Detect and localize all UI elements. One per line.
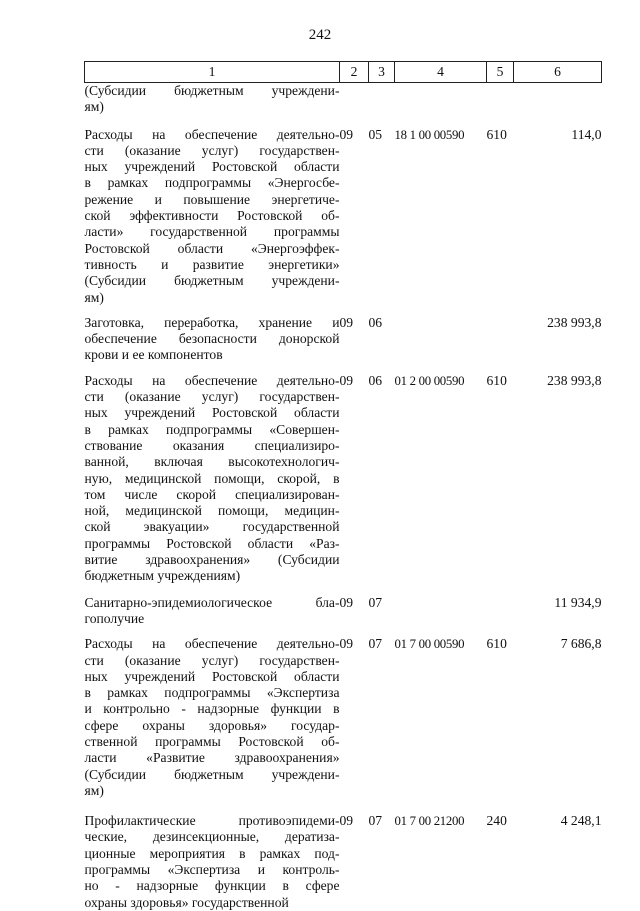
table-row [85,595,602,628]
page-number: 242 [308,27,332,43]
row-name-cell: Расходы на обеспечение деятельно- сти (оказание услуг) государствен- ных учреждений Ростовской области в рамках подпрограммы «Совершен- ствование оказания специализиро- ванной, включая высокотехнологич- ную, медицинской помощи, скорой, в том числе скорой специализирован- ной, медицинской помощи, медицин- ской эвакуации» государственной программы Ростовской области «Раз- витие здравоохранения» (Субсидии бюджетным учреждениям) [84,372,340,584]
row-expense-type-cell [487,595,514,628]
row-amount-cell: 114,0 [571,126,602,142]
row-target-article-cell [395,595,487,628]
row-subsection-cell: 06 [368,314,383,330]
table-row [85,127,602,306]
row-name-cell: Заготовка, переработка, хранение и обеспечение безопасности донорской крови и ее компонентов [84,314,340,363]
row-target-article-cell: 01 7 00 21200 [394,814,465,829]
row-name-cell: (Субсидии бюджетным учреждени- ям) [84,83,340,115]
table-row [85,83,602,116]
row-subsection-cell [369,83,395,116]
row-name-cell: Профилактические противоэпидеми- ческие, дезинсекционные, дератиза- ционные мероприятия в рамках под- программы «Экспертиза и контроль- но - надзорные функции в сфере охраны здоровья» государственной [84,813,340,910]
row-expense-type-cell: 610 [486,372,507,388]
row-amount-cell: 11 934,9 [554,594,602,610]
column-header-5: 5 [487,62,514,83]
row-expense-type-cell [487,315,514,364]
row-target-article-cell [395,83,487,116]
row-amount-cell: 238 993,8 [547,314,602,330]
row-subsection-cell: 07 [368,813,383,829]
table-row [85,373,602,585]
row-amount-cell [514,83,602,116]
row-section-cell [340,83,369,116]
row-section-cell: 09 [339,314,354,330]
column-header-2: 2 [340,62,369,83]
row-section-cell: 09 [339,813,354,829]
row-expense-type-cell [487,83,514,116]
row-name-cell: Расходы на обеспечение деятельно- сти (оказание услуг) государствен- ных учреждений Ростовской области в рамках подпрограммы «Экспертиза и контрольно - надзорные функции в сфере охраны здоровья» государ- ственной программы Ростовской об- ласти «Развитие здравоохранения» (Субсидии бюджетным учреждени- ям) [84,636,340,798]
row-target-article-cell: 01 2 00 00590 [394,373,465,388]
row-target-article-cell [395,315,487,364]
table-header [85,62,602,83]
row-expense-type-cell: 610 [486,636,507,652]
row-subsection-cell: 06 [368,372,383,388]
column-header-1: 1 [85,62,340,83]
row-subsection-cell: 07 [368,594,383,610]
row-target-article-cell: 01 7 00 00590 [394,637,465,652]
row-name-cell: Расходы на обеспечение деятельно- сти (оказание услуг) государствен- ных учреждений Ростовской области в рамках подпрограммы «Энергосбе- режение и повышение энергетиче- ской эффективности Ростовской об- ласти» государственной программы Ростовской области «Энергоэффек- тивность и развитие энергетики» (Субсидии бюджетным учреждени- ям) [84,126,340,305]
row-subsection-cell: 07 [368,636,383,652]
table-row [85,636,602,799]
row-target-article-cell: 18 1 00 00590 [394,127,465,142]
row-section-cell: 09 [339,372,354,388]
row-expense-type-cell: 610 [486,126,507,142]
row-amount-cell: 238 993,8 [547,372,602,388]
table-row [85,813,602,911]
column-header-3: 3 [369,62,395,83]
row-subsection-cell: 05 [368,126,383,142]
column-header-4: 4 [395,62,487,83]
row-section-cell: 09 [339,594,354,610]
table-row [85,315,602,364]
table-body [85,83,602,911]
row-expense-type-cell: 240 [486,813,507,829]
row-amount-cell: 4 248,1 [560,813,602,829]
row-name-cell: Санитарно-эпидемиологическое бла- гополучие [84,594,340,626]
row-amount-cell: 7 686,8 [560,636,602,652]
column-header-6: 6 [514,62,602,83]
row-section-cell: 09 [339,636,354,652]
row-section-cell: 09 [339,126,354,142]
budget-table [84,61,602,911]
